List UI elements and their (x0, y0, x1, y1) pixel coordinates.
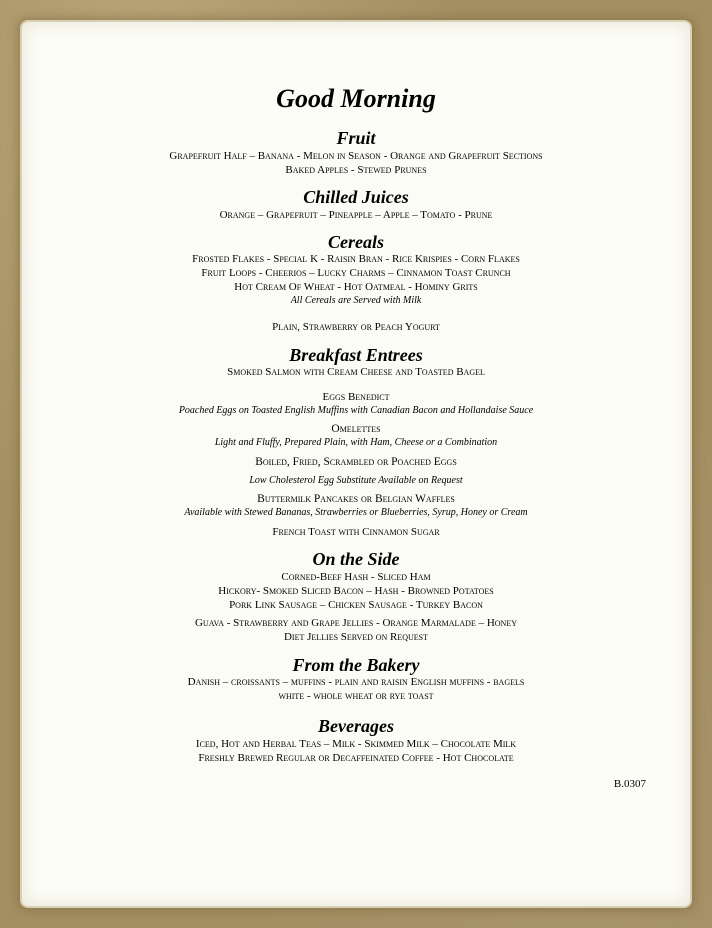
entree-desc: Available with Stewed Bananas, Strawberries or Blueberries, Syrup, Honey or Cream (184, 507, 528, 518)
entree-desc: Light and Fluffy, Prepared Plain, with Ham, Cheese or a Combination (214, 437, 498, 448)
entree-name: Smoked Salmon with Cream Cheese and Toasted Bagel (227, 366, 485, 378)
section-heading-fruit: Fruit (336, 128, 376, 148)
cereals-line: Hot Cream Of Wheat - Hot Oatmeal - Hominy Grits (234, 281, 478, 293)
section-heading-juices: Chilled Juices (303, 187, 409, 207)
cereals-note: All Cereals are Served with Milk (290, 295, 422, 306)
bakery-line: white - whole wheat or rye toast (278, 690, 434, 702)
side-line: Corned-Beef Hash - Sliced Ham (281, 571, 431, 583)
cereals-line: Frosted Flakes - Special K - Raisin Bran - Rice Krispies - Corn Flakes (192, 253, 520, 265)
beverages-line: Iced, Hot and Herbal Teas – Milk - Skimmed Milk – Chocolate Milk (195, 738, 517, 750)
menu-code: B.0307 (613, 778, 646, 790)
entree-name: Eggs Benedict (322, 391, 390, 403)
side-line: Guava - Strawberry and Grape Jellies - Orange Marmalade – Honey (194, 617, 517, 629)
entree-name: Omelettes (331, 423, 381, 435)
fruit-line: Baked Apples - Stewed Prunes (285, 164, 427, 176)
entree-desc: Poached Eggs on Toasted English Muffins with Canadian Bacon and Hollandaise Sauce (178, 405, 534, 416)
section-heading-bakery: From the Bakery (292, 655, 420, 675)
side-line: Diet Jellies Served on Request (283, 631, 429, 643)
bakery-line: Danish – croissants – muffins - plain and raisin English muffins - bagels (187, 676, 525, 688)
section-heading-cereals: Cereals (328, 232, 384, 252)
section-heading-entrees: Breakfast Entrees (289, 345, 423, 365)
entree-name: French Toast with Cinnamon Sugar (272, 526, 440, 538)
section-heading-side: On the Side (312, 549, 400, 569)
side-line: Hickory- Smoked Sliced Bacon – Hash - Browned Potatoes (218, 585, 494, 597)
entree-desc: Low Cholesterol Egg Substitute Available on Request (249, 475, 463, 486)
beverages-line: Freshly Brewed Regular or Decaffeinated Coffee - Hot Chocolate (198, 752, 514, 764)
fruit-line: Grapefruit Half – Banana - Melon in Season - Orange and Grapefruit Sections (169, 150, 543, 162)
yogurt-line: Plain, Strawberry or Peach Yogurt (272, 321, 440, 333)
cereals-line: Fruit Loops - Cheerios – Lucky Charms – Cinnamon Toast Crunch (201, 267, 511, 279)
entree-name: Boiled, Fried, Scrambled or Poached Eggs (255, 456, 457, 468)
entree-name: Buttermilk Pancakes or Belgian Waffles (257, 493, 455, 505)
side-line: Pork Link Sausage – Chicken Sausage - Turkey Bacon (229, 599, 483, 611)
juices-line: Orange – Grapefruit – Pineapple – Apple – Tomato - Prune (219, 209, 493, 221)
menu-title: Good Morning (276, 84, 436, 113)
section-heading-beverages: Beverages (318, 716, 394, 736)
